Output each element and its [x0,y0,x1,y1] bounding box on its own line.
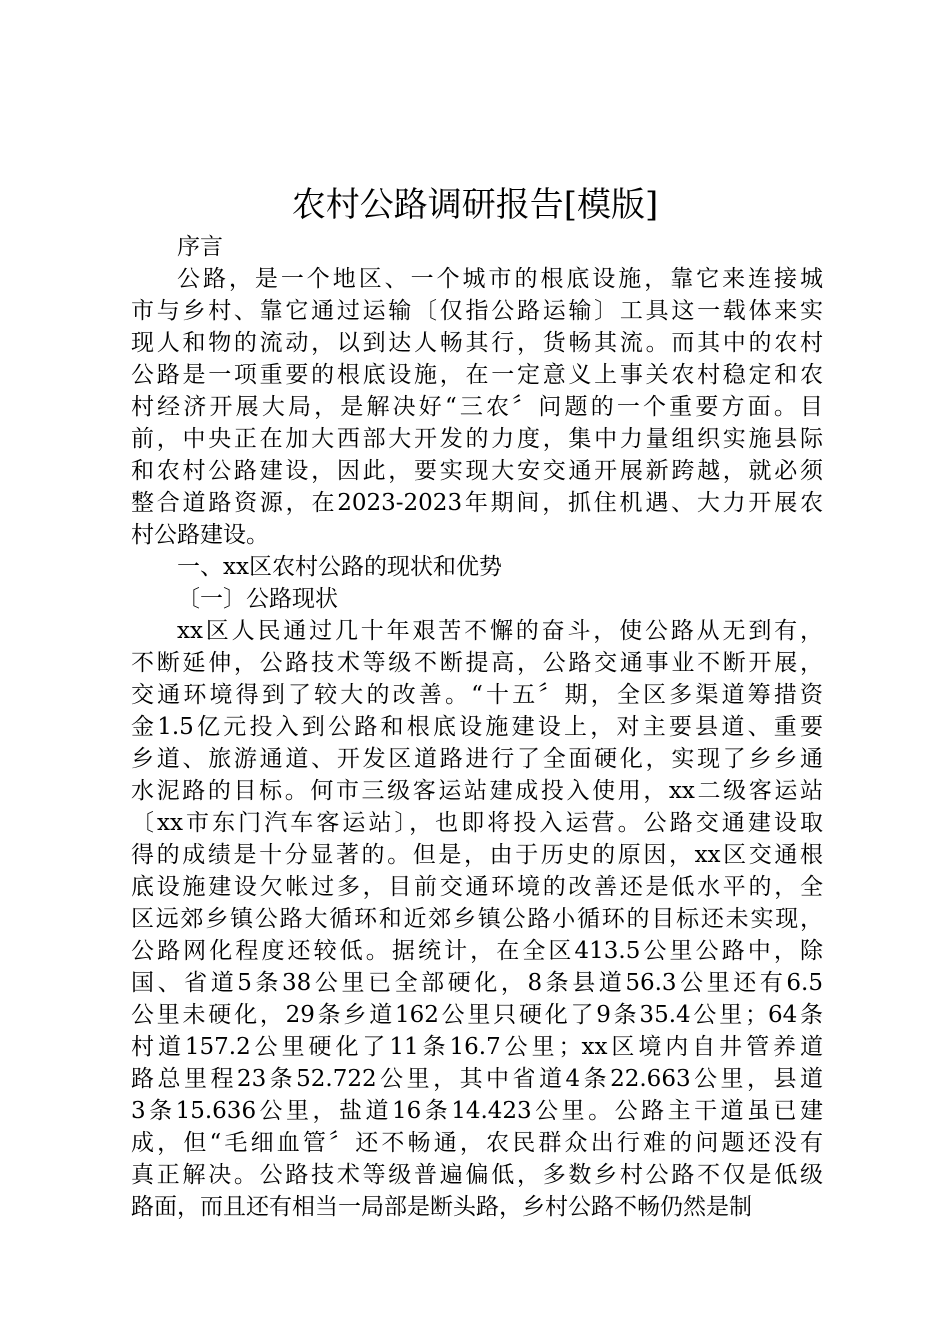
paragraph [131,263,823,551]
text-line: 金1.5亿元投入到公路和根底设施建设上，对主要县道、重要 [131,714,823,740]
text-line: 国、省道5条38公里已全部硬化，8条县道56.3公里还有6.5 [131,970,823,996]
text-line: 市与乡村、靠它通过运输〔仅指公路运输〕工具这一载体来实 [131,298,823,324]
section-heading [131,231,823,263]
section-heading [131,583,823,615]
text-line: 〔一〕公路现状 [177,586,338,612]
text-line: 村公路建设。 [131,522,269,548]
text-line: 公路是一项重要的根底设施，在一定意义上事关农村稳定和农 [131,362,823,388]
text-line: 乡道、旅游通道、开发区道路进行了全面硬化，实现了乡乡通 [131,746,823,772]
text-line: 和农村公路建设，因此，要实现大安交通开展新跨越，就必须 [131,458,823,484]
text-line: 不断延伸，公路技术等级不断提高，公路交通事业不断开展， [131,650,823,676]
document-title: 农村公路调研报告[模版] [291,185,659,225]
text-line: 成，但“毛细血管〞还不畅通，农民群众出行难的问题还没有 [131,1130,823,1156]
text-line: 村道157.2公里硬化了11条16.7公里；xx区境内自井管养道 [131,1034,823,1060]
text-line: 整合道路资源，在2023-2023年期间，抓住机遇、大力开展农 [131,490,823,516]
text-line: 路总里程23条52.722公里，其中省道4条22.663公里，县道 [131,1066,823,1092]
text-line: 真正解决。公路技术等级普遍偏低，多数乡村公路不仅是低级 [131,1162,823,1188]
text-line: 前，中央正在加大西部大开发的力度，集中力量组织实施县际 [131,426,823,452]
text-line: 公路网化程度还较低。据统计，在全区413.5公里公路中，除 [131,938,823,964]
text-line: 一、xx区农村公路的现状和优势 [177,554,502,580]
text-line: 交通环境得到了较大的改善。“十五〞期，全区多渠道筹措资 [131,682,823,708]
section-heading [131,551,823,583]
text-line: 3条15.636公里，盐道16条14.423公里。公路主干道虽已建 [131,1098,823,1124]
document-body [131,231,823,1223]
text-line: 区远郊乡镇公路大循环和近郊乡镇公路小循环的目标还未实现， [131,906,823,932]
text-line: 公路，是一个地区、一个城市的根底设施，靠它来连接城 [177,266,823,292]
text-line: 村经济开展大局，是解决好“三农〞问题的一个重要方面。目 [131,394,823,420]
text-line: 序言 [177,234,223,260]
text-line: xx区人民通过几十年艰苦不懈的奋斗，使公路从无到有， [177,618,823,644]
text-line: 得的成绩是十分显著的。但是，由于历史的原因，xx区交通根 [131,842,823,868]
text-line: 水泥路的目标。何市三级客运站建成投入使用，xx二级客运站 [131,778,823,804]
text-line: 现人和物的流动，以到达人畅其行，货畅其流。而其中的农村 [131,330,823,356]
text-line: 底设施建设欠帐过多，目前交通环境的改善还是低水平的，全 [131,874,823,900]
paragraph [131,615,823,1223]
text-line: 公里未硬化，29条乡道162公里只硬化了9条35.4公里；64条 [131,1002,823,1028]
text-line: 路面，而且还有相当一局部是断头路，乡村公路不畅仍然是制 [131,1194,752,1220]
text-line: 〔xx市东门汽车客运站〕，也即将投入运营。公路交通建设取 [131,810,823,836]
